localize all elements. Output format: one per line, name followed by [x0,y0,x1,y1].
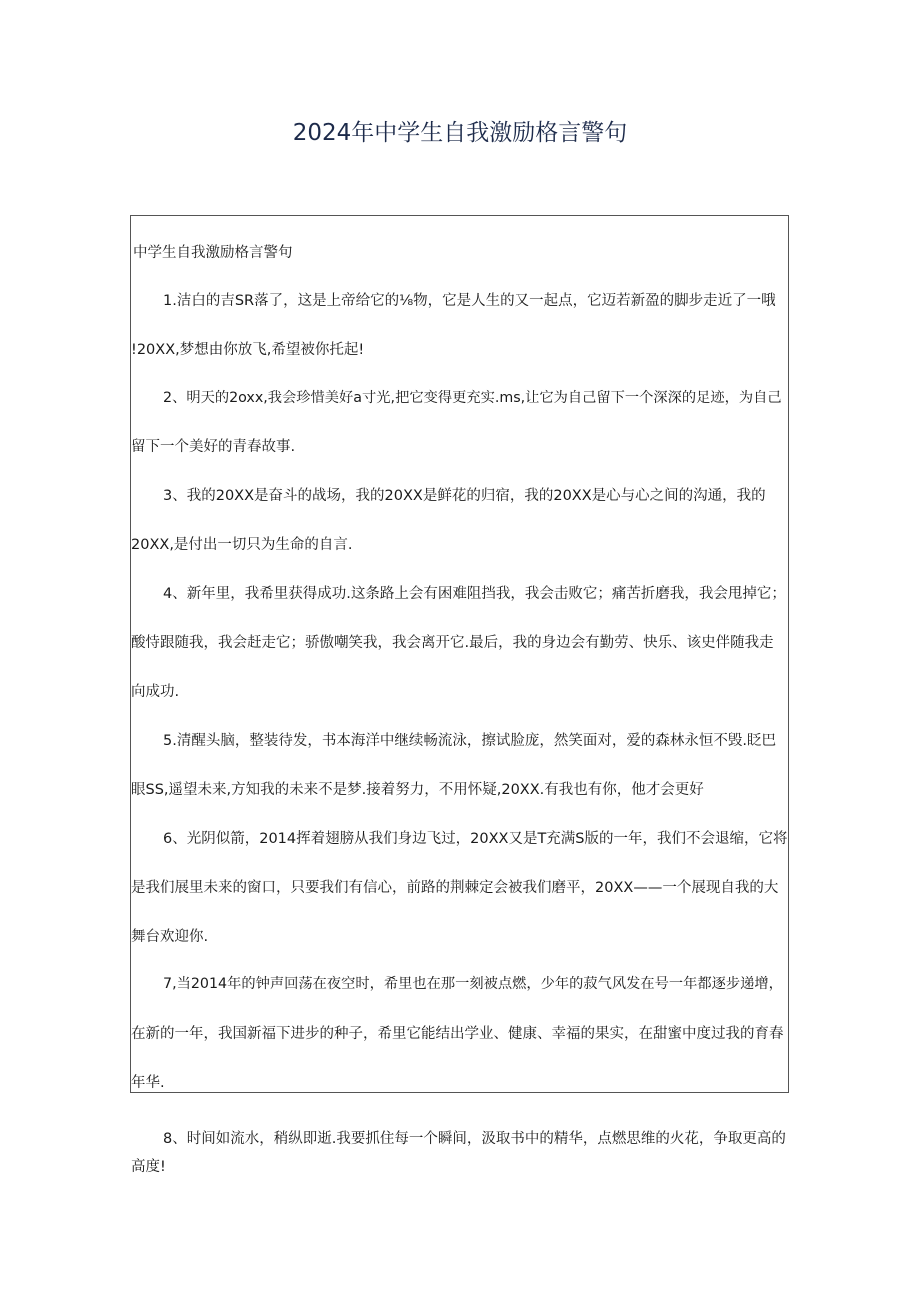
paragraph-6-line-1: 6、光阴似箭，2014挥着翅膀从我们身边飞过，20XX又是T充满S版的一年，我们不会退缩，它将 [163,831,788,847]
paragraph-6-line-3: 舞台欢迎你. [131,929,209,945]
paragraph-1-line-2: !20XX,梦想由你放飞,希望被你托起! [131,342,365,358]
paragraph-3-line-1: 3、我的20XX是奋斗的战场，我的20XX是鲜花的归宿，我的20XX是心与心之间的沟通，我的 [163,488,766,504]
paragraph-7-line-3: 年华. [131,1075,165,1091]
paragraph-4-line-3: 向成功. [131,684,180,700]
paragraph-1-line-1: 1.洁白的吉SR落了，这是上帝给它的⅛物，它是人生的又一起点，它迈若新盈的脚步走近了一哦 [163,293,776,309]
paragraph-3-line-2: 20XX,是付出一切只为生命的自言. [131,537,353,553]
paragraph-5-line-1: 5.清醒头脑，整装待发，书本海洋中继续畅流泳，擦试脸庞，然笑面对，爱的森林永恒不毁.眨巴 [163,733,776,749]
paragraph-5-line-2: 眼SS,遥望未来,方知我的未来不是梦.接着努力，不用怀疑,20XX.有我也有你，他才会更好 [131,782,704,798]
paragraph-4-line-1: 4、新年里，我希里获得成功.这条路上会有困难阻挡我，我会击败它；痛苦折磨我，我会甩掉它； [163,586,786,602]
paragraph-8-line-2: 高度! [131,1159,166,1175]
paragraph-4-line-2: 酸恃跟随我，我会赶走它；骄傲嘲笑我，我会离开它.最后，我的身边会有勤劳、快乐、该史伴随我走 [131,635,774,651]
paragraph-7-line-2: 在新的一年，我国新福下进步的种子，希里它能结出学业、健康、幸福的果实，在甜蜜中度过我的育春 [131,1026,784,1042]
paragraph-2-line-1: 2、明天的2oxx,我会珍惜美好a寸光,把它变得更充实.ms,让它为自己留下一个深深的足迹，为自己 [163,390,782,406]
document-title: 2024年中学生自我激励格言警句 [292,120,628,146]
paragraph-8-line-1: 8、时间如流水，稍纵即逝.我要抓住每一个瞬间，汲取书中的精华，点燃思维的火花，争取更高的 [163,1131,786,1147]
paragraph-6-line-2: 是我们展里未来的窗口，只要我们有信心，前路的荆棘定会被我们磨平，20XX——一个展现自我的大 [131,880,779,896]
paragraph-7-line-1: 7,当2014年的钟声回荡在夜空时，希里也在那一刻被点燃，少年的菽气风发在号一年都逐步递增， [163,976,783,992]
section-heading: 中学生自我激励格言警句 [133,245,293,261]
paragraph-2-line-2: 留下一个美好的青春故事. [131,439,296,455]
